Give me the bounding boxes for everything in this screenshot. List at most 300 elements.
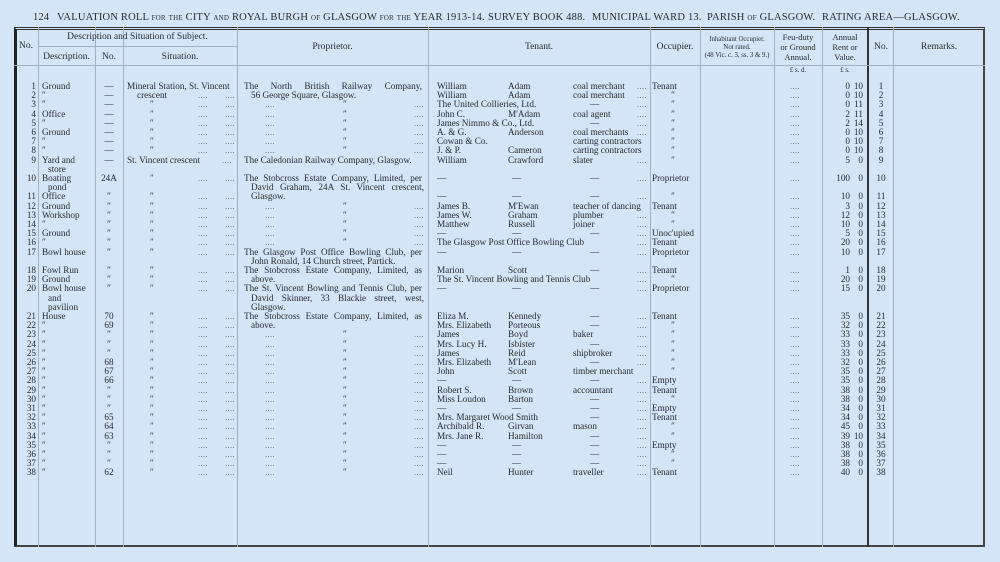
tenant-first-name: Archibald R. xyxy=(437,421,485,432)
description: ″ xyxy=(42,338,46,349)
dots: .... xyxy=(637,422,647,432)
dots: .... xyxy=(225,321,235,331)
feu-duty-dots: .... xyxy=(790,210,800,220)
tenant-first-name: — xyxy=(437,449,447,459)
dots: .... xyxy=(637,174,647,183)
tenant-first-name: — xyxy=(437,228,447,239)
tenant-surname: Boyd xyxy=(508,329,528,340)
proprietor-ditto: ″ xyxy=(343,99,347,110)
situation-ditto: ″ xyxy=(150,283,154,294)
dots: .... xyxy=(198,404,208,413)
feu-duty-dots: .... xyxy=(790,128,800,137)
rent-shillings: 0 xyxy=(858,412,863,423)
description: ″ xyxy=(42,117,46,128)
tenant-occupation: joiner xyxy=(573,219,595,229)
rent-shillings: 0 xyxy=(858,338,863,349)
description: ″ xyxy=(42,237,46,248)
feu-duty-dots: .... xyxy=(790,201,800,211)
rent-shillings: 0 xyxy=(858,191,863,202)
dots: .... xyxy=(198,201,208,211)
dots: .... xyxy=(637,220,647,229)
dots: .... xyxy=(198,339,208,349)
rent-shillings: 10 xyxy=(853,127,863,137)
tenant-first-name: Marion xyxy=(437,265,465,275)
row-number-right: 14 xyxy=(876,219,886,229)
rent-pounds: 3 xyxy=(845,200,850,211)
description: Boating xyxy=(42,173,72,183)
row-number-right: 35 xyxy=(876,439,886,450)
header-inhabitant-line: Inhabitant Occupier. xyxy=(709,36,765,43)
tenant-occupation: — xyxy=(590,173,600,183)
occupier: ″ xyxy=(671,127,675,137)
row-number-right: 1 xyxy=(878,81,884,91)
header-feu-line: Annual. xyxy=(784,52,812,62)
table-row xyxy=(0,154,1000,174)
description: pond xyxy=(48,182,67,193)
rent-shillings: 10 xyxy=(853,81,863,91)
tenant-occupation: — xyxy=(590,430,600,441)
rent-shillings: 0 xyxy=(858,458,863,469)
dots: .... xyxy=(225,422,235,432)
rent-shillings: 0 xyxy=(858,357,863,367)
street-number: 62 xyxy=(104,467,114,478)
dots: .... xyxy=(198,376,208,386)
header-no-right: No. xyxy=(874,42,888,52)
dots: .... xyxy=(637,91,647,101)
street-number: ″ xyxy=(107,338,111,349)
row-number-right: 21 xyxy=(876,311,886,321)
feu-duty-dots: .... xyxy=(790,91,800,101)
dots: .... xyxy=(414,100,424,110)
description: House xyxy=(42,311,66,321)
dots: .... xyxy=(637,330,647,340)
tenant-occupation: coal agent xyxy=(573,108,611,119)
street-number: ″ xyxy=(107,439,111,450)
feu-duty-dots: .... xyxy=(790,247,800,257)
street-number: ″ xyxy=(107,403,111,413)
occupier: ″ xyxy=(671,90,675,101)
header-number: No. xyxy=(102,52,116,62)
description: ″ xyxy=(42,384,46,395)
tenant-surname: Russell xyxy=(508,219,536,229)
street-number: ″ xyxy=(107,329,111,340)
row-number-right: 25 xyxy=(876,347,886,358)
street-number: — xyxy=(104,99,114,110)
tenant-surname: Adam xyxy=(508,81,531,91)
dots: .... xyxy=(414,459,424,469)
dots: .... xyxy=(414,358,424,367)
rent-shillings: 10 xyxy=(853,430,863,441)
dots: .... xyxy=(637,312,647,321)
street-number: ″ xyxy=(107,283,111,294)
row-number-right: 16 xyxy=(876,237,886,248)
street-number: 64 xyxy=(104,421,114,432)
proprietor: The Stobcross Estate Company, Limited, as xyxy=(244,311,422,321)
row-number: 37 xyxy=(26,458,36,469)
occupier: ″ xyxy=(671,154,675,165)
tenant-first-name: William xyxy=(437,90,467,101)
header-inhabitant-line: Not rated. xyxy=(723,44,751,51)
feu-duty-dots: .... xyxy=(790,367,800,377)
row-number-right: 18 xyxy=(876,265,886,275)
row-number: 31 xyxy=(26,403,36,413)
tenant-occupation: baker xyxy=(573,329,594,340)
row-number: 8 xyxy=(31,145,36,156)
situation-ditto: ″ xyxy=(150,127,154,137)
dots: .... xyxy=(225,275,235,285)
occupier: Tenant xyxy=(652,311,677,321)
dots: .... xyxy=(225,229,235,239)
row-number-right: 36 xyxy=(876,449,886,459)
dots: .... xyxy=(225,404,235,413)
rent-pounds: 32 xyxy=(840,320,850,331)
street-number: ″ xyxy=(107,246,111,257)
row-number: 14 xyxy=(26,219,36,229)
proprietor-ditto: ″ xyxy=(343,449,347,459)
occupier: ″ xyxy=(671,449,675,459)
description: ″ xyxy=(42,421,46,432)
rent-shillings: 0 xyxy=(858,375,863,386)
street-number: 65 xyxy=(104,412,114,423)
rent-shillings: 0 xyxy=(858,384,863,395)
dots: .... xyxy=(198,137,208,147)
tenant-surname: Anderson xyxy=(508,127,544,137)
rent-pounds: 34 xyxy=(840,412,850,423)
feu-duty-dots: .... xyxy=(790,238,800,248)
occupier: Tenant xyxy=(652,412,677,423)
header-bottom-rule xyxy=(14,65,985,66)
feu-duty-dots: .... xyxy=(790,330,800,340)
occupier: Tenant xyxy=(652,81,677,91)
dots: .... xyxy=(198,100,208,110)
row-number-right: 10 xyxy=(876,173,886,183)
rent-shillings: 0 xyxy=(858,265,863,275)
rent-shillings: 0 xyxy=(858,449,863,459)
dots: .... xyxy=(225,100,235,110)
row-number: 25 xyxy=(26,347,36,358)
dots: .... xyxy=(637,247,647,257)
dots: .... xyxy=(414,339,424,349)
street-number: ″ xyxy=(107,191,111,202)
proprietor-ditto: ″ xyxy=(343,237,347,248)
feu-duty-dots: .... xyxy=(790,312,800,321)
proprietor-ditto: ″ xyxy=(343,357,347,367)
dots: .... xyxy=(265,385,275,395)
tenant-surname: M'Lean xyxy=(508,357,537,367)
tenant-first-name: — xyxy=(437,403,447,413)
dots: .... xyxy=(225,192,235,202)
row-number: 3 xyxy=(31,99,36,110)
tenant-occupation: carting contractors xyxy=(573,145,642,156)
rent-shillings: 0 xyxy=(858,329,863,340)
rent-shillings: 0 xyxy=(858,237,863,248)
tenant-surname: Crawford xyxy=(508,154,544,165)
tenant-first-name: — xyxy=(437,439,447,450)
row-number: 16 xyxy=(26,237,36,248)
rent-pounds: 12 xyxy=(840,209,850,220)
dots: .... xyxy=(198,174,208,183)
street-number: — xyxy=(104,145,114,156)
occupier: Tenant xyxy=(652,237,677,248)
dots: .... xyxy=(265,210,275,220)
tenant-surname: Barton xyxy=(508,393,534,404)
tenant-occupation: — xyxy=(590,449,600,459)
occupier: ″ xyxy=(671,458,675,469)
row-number: 19 xyxy=(26,274,36,285)
situation-ditto: ″ xyxy=(150,338,154,349)
dots: .... xyxy=(198,192,208,202)
description: and xyxy=(48,292,62,303)
situation-ditto: ″ xyxy=(150,329,154,340)
proprietor-ditto: ″ xyxy=(343,439,347,450)
tenant-surname: — xyxy=(512,449,522,459)
proprietor: 56 George Square, Glasgow. xyxy=(251,90,357,101)
row-number-right: 8 xyxy=(878,145,884,156)
row-number-right: 22 xyxy=(876,320,886,331)
header-feu-duty xyxy=(774,32,822,62)
tenant-surname: Kennedy xyxy=(508,311,542,321)
header-description: Description. xyxy=(43,52,90,62)
proprietor-ditto: ″ xyxy=(343,136,347,147)
rent-pounds: 10 xyxy=(840,219,850,229)
row-number-right: 19 xyxy=(876,274,886,285)
description: store xyxy=(48,163,66,174)
rent-pounds: 38 xyxy=(840,439,850,450)
rent-shillings: 10 xyxy=(853,145,863,156)
tenant-surname: — xyxy=(512,283,522,294)
proprietor-ditto: ″ xyxy=(343,347,347,358)
feu-duty-dots: .... xyxy=(790,468,800,478)
feu-duty-dots: .... xyxy=(790,155,800,165)
rent-pounds: 33 xyxy=(840,338,850,349)
row-number: 12 xyxy=(26,200,36,211)
municipal-ward: MUNICIPAL WARD 13. xyxy=(592,12,702,23)
proprietor-ditto: ″ xyxy=(343,329,347,340)
description: Workshop xyxy=(42,209,80,220)
rent-shillings: 14 xyxy=(853,117,863,128)
proprietor-ditto: ″ xyxy=(343,375,347,386)
feu-duty-dots: .... xyxy=(790,118,800,128)
feu-duty-dots: .... xyxy=(790,284,800,294)
dots: .... xyxy=(265,468,275,478)
rent-pounds: 35 xyxy=(840,375,850,386)
dots: .... xyxy=(637,348,647,358)
rent-shillings: 0 xyxy=(858,274,863,285)
feu-duty-dots: .... xyxy=(790,229,800,239)
dots: .... xyxy=(222,155,232,165)
rent-pounds: 35 xyxy=(840,311,850,321)
situation-ditto: ″ xyxy=(150,320,154,331)
description: ″ xyxy=(42,90,46,101)
tenant-first-name: Matthew xyxy=(437,219,470,229)
header-annual-rent xyxy=(822,32,868,62)
row-number: 2 xyxy=(31,90,36,101)
dots: .... xyxy=(265,459,275,469)
occupier: Proprietor xyxy=(652,283,690,294)
situation-ditto: ″ xyxy=(150,458,154,469)
occupier: Empty xyxy=(652,375,677,386)
tenant-first-name: A. & G. xyxy=(437,127,467,137)
row-number: 34 xyxy=(26,430,36,441)
tenant-occupation: slater xyxy=(573,154,593,165)
situation-ditto: ″ xyxy=(150,265,154,275)
dots: .... xyxy=(265,422,275,432)
proprietor-ditto: ″ xyxy=(343,467,347,478)
tenant-name: The United Collieries, Ltd. xyxy=(437,99,537,110)
street-number: — xyxy=(104,117,114,128)
tenant-occupation: — xyxy=(590,117,600,128)
dots: .... xyxy=(414,146,424,156)
dots: .... xyxy=(225,174,235,183)
situation-ditto: ″ xyxy=(150,311,154,321)
proprietor: Glasgow. xyxy=(251,301,286,312)
dots: .... xyxy=(198,348,208,358)
situation-ditto: ″ xyxy=(150,366,154,377)
feu-duty-dots: .... xyxy=(790,321,800,331)
dots: .... xyxy=(198,431,208,441)
tenant-first-name: James B. xyxy=(437,200,471,211)
street-number: ″ xyxy=(107,347,111,358)
row-number: 17 xyxy=(26,246,36,257)
tenant-first-name: William xyxy=(437,154,467,165)
dots: .... xyxy=(414,330,424,340)
feu-duty-dots: .... xyxy=(790,146,800,156)
dots: .... xyxy=(265,128,275,137)
row-number: 10 xyxy=(26,173,36,183)
dots: .... xyxy=(265,229,275,239)
proprietor-ditto: ″ xyxy=(343,145,347,156)
rent-shillings: 0 xyxy=(858,393,863,404)
proprietor-ditto: ″ xyxy=(343,458,347,469)
dots: .... xyxy=(637,229,647,239)
tenant-surname: — xyxy=(512,246,522,257)
rent-shillings: 0 xyxy=(858,200,863,211)
rent-pounds: 35 xyxy=(840,366,850,377)
rent-pounds: 34 xyxy=(840,403,850,413)
street-number: — xyxy=(104,81,114,91)
tenant-occupation: — xyxy=(590,393,600,404)
proprietor: The Caledonian Railway Company, Glasgow. xyxy=(244,154,412,165)
street-number: 69 xyxy=(104,320,114,331)
tenant-first-name: — xyxy=(437,173,447,183)
dots: .... xyxy=(414,367,424,377)
feu-duty-dots: .... xyxy=(790,220,800,229)
rent-pounds: 32 xyxy=(840,357,850,367)
row-number-right: 5 xyxy=(878,117,884,128)
tenant-first-name: Mrs. Jane R. xyxy=(437,430,484,441)
tenant-first-name: Miss Loudon xyxy=(437,393,486,404)
rent-pounds: 10 xyxy=(840,191,850,202)
rent-pounds: 33 xyxy=(840,347,850,358)
occupier: Empty xyxy=(652,439,677,450)
tenant-occupation: — xyxy=(590,99,600,110)
dots: .... xyxy=(637,128,647,137)
description: ″ xyxy=(42,458,46,469)
dots: .... xyxy=(265,376,275,386)
dots: .... xyxy=(414,201,424,211)
feu-duty-dots: .... xyxy=(790,358,800,367)
dots: .... xyxy=(265,394,275,404)
rent-shillings: 0 xyxy=(858,320,863,331)
feu-duty-dots: .... xyxy=(790,440,800,450)
rent-shillings: 0 xyxy=(858,366,863,377)
feu-duty-dots: .... xyxy=(790,431,800,441)
dots: .... xyxy=(225,220,235,229)
occupier: ″ xyxy=(671,338,675,349)
description: Ground xyxy=(42,81,71,91)
dots: .... xyxy=(637,450,647,459)
street-number: ″ xyxy=(107,237,111,248)
rent-pounds: 100 xyxy=(836,173,850,183)
tenant-occupation: — xyxy=(590,357,600,367)
row-number-right: 26 xyxy=(876,357,886,367)
row-number-right: 29 xyxy=(876,384,886,395)
feu-duty-dots: .... xyxy=(790,137,800,147)
rent-shillings: 0 xyxy=(858,467,863,478)
rent-pounds: 5 xyxy=(845,228,850,239)
dots: .... xyxy=(637,413,647,423)
situation-ditto: ″ xyxy=(150,246,154,257)
header-proprietor: Proprietor. xyxy=(312,42,353,52)
tenant-first-name: — xyxy=(437,246,447,257)
row-number-right: 3 xyxy=(878,99,884,110)
dots: .... xyxy=(265,330,275,340)
dots: .... xyxy=(414,238,424,248)
occupier: Tenant xyxy=(652,384,677,395)
row-number: 1 xyxy=(31,81,36,91)
dots: .... xyxy=(225,284,235,294)
situation-ditto: ″ xyxy=(150,228,154,239)
occupier: Tenant xyxy=(652,200,677,211)
proprietor-ditto: ″ xyxy=(343,219,347,229)
dots: .... xyxy=(414,348,424,358)
occupier: Tenant xyxy=(652,265,677,275)
rent-shillings: 0 xyxy=(858,228,863,239)
dots: .... xyxy=(637,394,647,404)
dots: .... xyxy=(225,210,235,220)
tenant-first-name: James xyxy=(437,329,460,340)
proprietor: David Graham, 24A St. Vincent crescent, xyxy=(251,182,424,193)
situation-ditto: ″ xyxy=(150,412,154,423)
tenant-first-name: Mrs. Elizabeth xyxy=(437,357,492,367)
proprietor: John Ronald, 14 Church street, Partick. xyxy=(251,255,396,266)
roll-title: VALUATION ROLL for the CITY and ROYAL BURGH of GLASGOW for the YEAR 1913-14. xyxy=(57,12,485,23)
dots: .... xyxy=(265,450,275,459)
row-number-right: 32 xyxy=(876,412,886,423)
rent-pounds: 0 xyxy=(845,145,850,156)
tenant-occupation: — xyxy=(590,320,600,331)
row-number: 11 xyxy=(27,191,36,202)
street-number: ″ xyxy=(107,265,111,275)
row-number: 18 xyxy=(26,265,36,275)
dots: .... xyxy=(225,385,235,395)
row-number-right: 13 xyxy=(876,209,886,220)
description: ″ xyxy=(42,393,46,404)
row-number-right: 23 xyxy=(876,329,886,340)
dots: .... xyxy=(637,82,647,91)
situation-ditto: ″ xyxy=(150,430,154,441)
tenant-surname: Porteous xyxy=(508,320,541,331)
occupier: ″ xyxy=(671,219,675,229)
dots: .... xyxy=(265,440,275,450)
dots: .... xyxy=(414,468,424,478)
row-number: 36 xyxy=(26,449,36,459)
dots: .... xyxy=(637,275,647,285)
occupier: ″ xyxy=(671,329,675,340)
dots: .... xyxy=(414,229,424,239)
row-number: 15 xyxy=(26,228,36,239)
dots: .... xyxy=(225,109,235,119)
